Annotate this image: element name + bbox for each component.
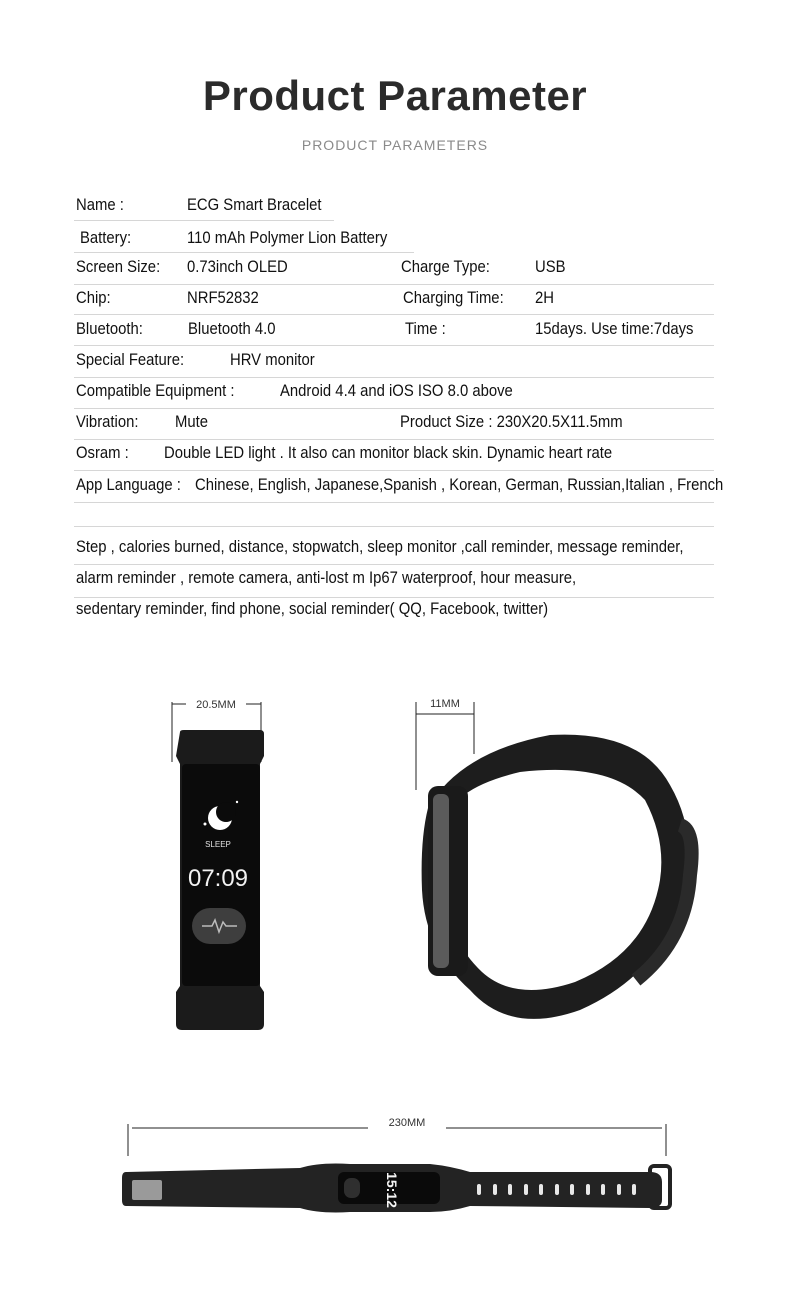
strap-hole [601,1184,605,1195]
charge-type-label: Charge Type: [401,258,490,276]
screen-size-value: 0.73inch OLED [187,258,288,276]
time-label: Time : [405,320,446,338]
row-divider [74,502,714,503]
touch-button[interactable] [344,1178,360,1198]
strap-hole [524,1184,528,1195]
strap-hole [586,1184,590,1195]
product-size: Product Size : 230X20.5X11.5mm [400,413,623,431]
row-divider [74,377,714,378]
strap-hole [508,1184,512,1195]
name-value: ECG Smart Bracelet [187,196,322,214]
compatible-equipment-label: Compatible Equipment : [76,382,235,400]
row-divider [74,314,714,315]
strap-hole [632,1184,636,1195]
vibration-label: Vibration: [76,413,139,431]
row-divider [74,564,714,565]
sleep-label: SLEEP [205,840,231,849]
chip-value: NRF52832 [187,289,259,307]
battery-value: 110 mAh Polymer Lion Battery [187,229,388,247]
vibration-value: Mute [175,413,209,431]
strap-holes [477,1184,647,1196]
special-feature-label: Special Feature: [76,351,185,369]
time-value: 15days. Use time:7days [535,320,694,338]
band-front-view [160,690,280,1040]
ecg-button[interactable] [192,908,246,944]
band-buckle [132,1180,162,1200]
page-title: Product Parameter [202,72,588,119]
bluetooth-label: Bluetooth: [76,320,143,338]
row-divider [74,252,414,253]
screen-time: 07:09 [187,865,249,892]
feature-line: alarm reminder , remote camera, anti-lost m Ip67 waterproof, hour measure, [76,569,577,587]
band-flat-view [110,1110,690,1220]
feature-line: sedentary reminder, find phone, social reminder( QQ, Facebook, twitter) [76,600,549,618]
screen-size-label: Screen Size: [76,258,161,276]
feature-line: Step , calories burned, distance, stopwatch, sleep monitor ,call reminder, message reminder, [76,538,684,556]
osram-value: Double LED light . It also can monitor black skin. Dynamic heart rate [164,444,613,462]
strap-hole [555,1184,559,1195]
charging-time-value: 2H [535,289,554,307]
section-divider [74,526,714,527]
band-side-view [400,690,710,1040]
charge-type-value: USB [535,258,566,276]
charging-time-label: Charging Time: [403,289,504,307]
strap-hole [570,1184,574,1195]
row-divider [74,408,714,409]
row-divider [74,597,714,598]
width-dimension-label: 20.5MM [196,699,236,711]
row-divider [74,345,714,346]
row-divider [74,470,714,471]
chip-label: Chip: [76,289,111,307]
battery-label: Battery: [80,229,132,247]
app-language-label: App Language : [76,476,181,494]
app-language-value: Chinese, English, Japanese,Spanish , Korean, German, Russian,Italian , French [195,476,724,494]
band-display-time: 15:12 [384,1172,400,1208]
special-feature-value: HRV monitor [230,351,315,369]
length-dimension-label: 230MM [388,1117,426,1129]
bluetooth-value: Bluetooth 4.0 [188,320,276,338]
row-divider [74,439,714,440]
thickness-dimension-label: 11MM [430,698,460,710]
strap-hole [617,1184,621,1195]
osram-label: Osram : [76,444,129,462]
strap-hole [539,1184,543,1195]
row-divider [74,220,334,221]
module-edge [433,794,449,968]
compatible-equipment-value: Android 4.4 and iOS ISO 8.0 above [280,382,513,400]
strap-hole [477,1184,481,1195]
strap-hole [493,1184,497,1195]
page-subtitle: PRODUCT PARAMETERS [301,137,489,153]
name-label: Name : [76,196,124,214]
row-divider [74,284,714,285]
